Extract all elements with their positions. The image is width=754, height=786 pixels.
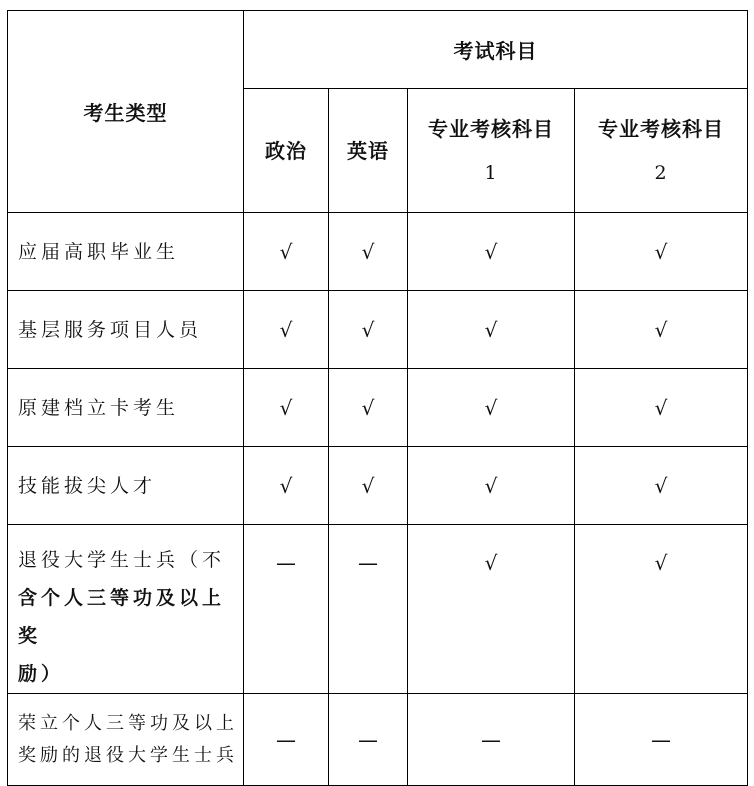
mark-english: √ — [329, 369, 408, 447]
mark-english: — — [329, 525, 408, 694]
mark-major-2: √ — [575, 291, 748, 369]
mark-major-1: √ — [408, 525, 575, 694]
header-english: 英语 — [329, 89, 408, 213]
mark-english: √ — [329, 447, 408, 525]
table-row — [8, 291, 748, 369]
mark-major-1: √ — [408, 213, 575, 291]
mark-politics: — — [244, 525, 329, 694]
header-major-subject-2-num: 2 — [654, 161, 668, 184]
row-type: 应届高职毕业生 — [8, 213, 244, 291]
mark-major-2: — — [575, 694, 748, 786]
mark-major-2: √ — [575, 213, 748, 291]
header-politics: 政治 — [244, 89, 329, 213]
mark-major-2: √ — [575, 525, 748, 694]
exam-subject-table — [7, 10, 748, 786]
row-type-line-1: 荣立个人三等功及以上 — [18, 712, 238, 734]
mark-major-1: √ — [408, 369, 575, 447]
mark-major-2: √ — [575, 369, 748, 447]
mark-english: √ — [329, 213, 408, 291]
header-major-subject-2 — [575, 89, 748, 213]
row-type-line-2: 含个人三等功及以上奖 — [18, 587, 226, 647]
mark-major-1: √ — [408, 291, 575, 369]
mark-english: — — [329, 694, 408, 786]
mark-major-1: — — [408, 694, 575, 786]
table-row — [8, 525, 748, 694]
row-type — [8, 694, 244, 786]
header-major-subject-2-label: 专业考核科目 — [598, 116, 724, 141]
mark-politics: √ — [244, 369, 329, 447]
header-exam-subjects: 考试科目 — [244, 11, 748, 89]
table-row — [8, 447, 748, 525]
table-row — [8, 369, 748, 447]
mark-politics: √ — [244, 213, 329, 291]
row-type-line-2: 奖励的退役大学生士兵 — [18, 744, 238, 766]
mark-politics: √ — [244, 291, 329, 369]
mark-major-1: √ — [408, 447, 575, 525]
header-major-subject-1 — [408, 89, 575, 213]
mark-politics: √ — [244, 447, 329, 525]
row-type-line-3: 励） — [18, 663, 65, 685]
mark-major-2: √ — [575, 447, 748, 525]
table-row — [8, 694, 748, 786]
header-major-subject-1-label: 专业考核科目 — [428, 116, 554, 141]
row-type: 原建档立卡考生 — [8, 369, 244, 447]
table-row — [8, 213, 748, 291]
row-type: 基层服务项目人员 — [8, 291, 244, 369]
mark-english: √ — [329, 291, 408, 369]
header-exam-type: 考生类型 — [8, 11, 244, 213]
row-type-line-1: 退役大学生士兵（不 — [18, 549, 226, 571]
row-type — [8, 525, 244, 694]
mark-politics: — — [244, 694, 329, 786]
row-type: 技能拔尖人才 — [8, 447, 244, 525]
header-major-subject-1-num: 1 — [484, 161, 498, 184]
